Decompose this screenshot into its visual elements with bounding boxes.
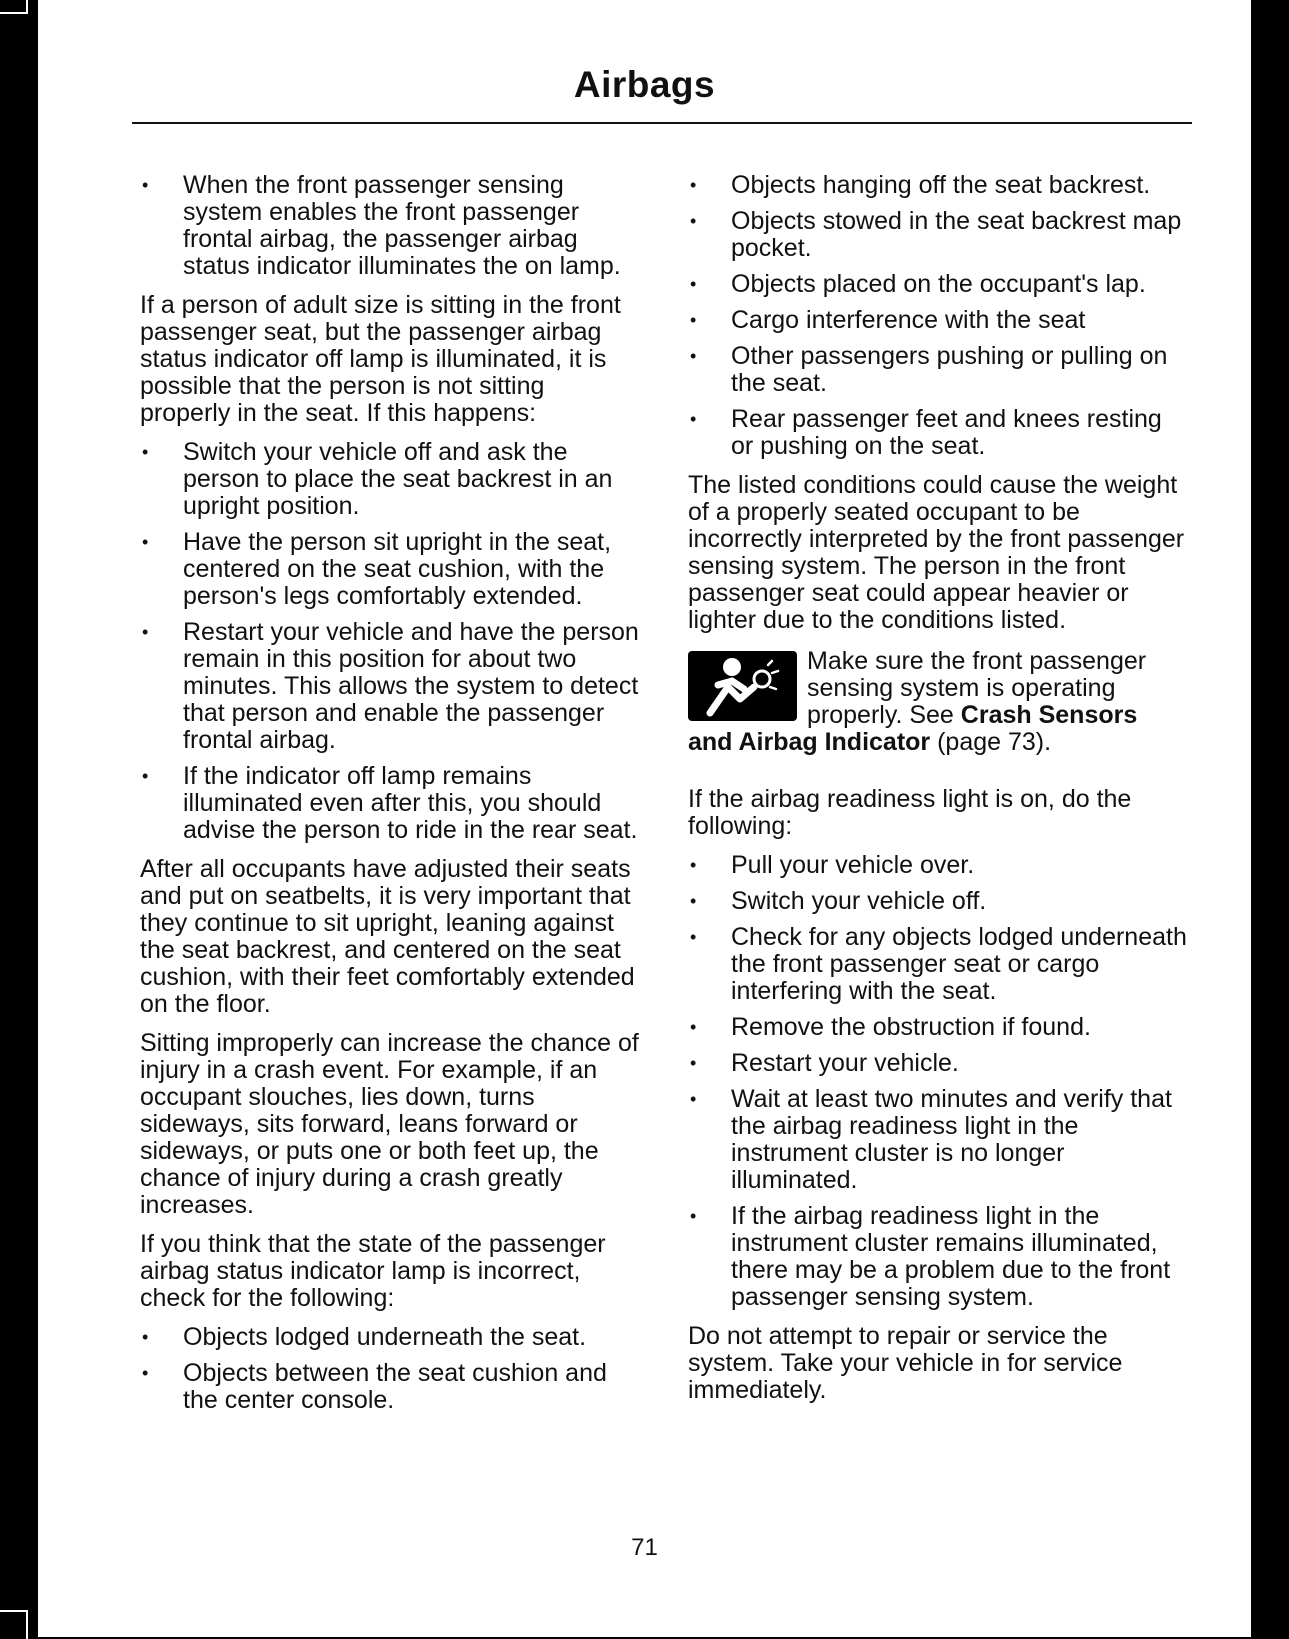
paragraph: After all occupants have adjusted their seats and put on seatbelts, it is very important that they continue to sit upright, leaning against the seat backrest, and centered on the seat cushion, with their feet comfortably extended on the floor.: [140, 855, 635, 1018]
list-item: • Wait at least two minutes and verify that the airbag readiness light in the instrument cluster is no longer illuminated.: [690, 1085, 1172, 1194]
list-item: • Other passengers pushing or pulling on the seat.: [690, 342, 1168, 397]
list-item: • If the indicator off lamp remains illuminated even after this, you should advise the person to ride in the rear seat.: [142, 762, 638, 844]
list-item: • Rear passenger feet and knees resting or pushing on the seat.: [690, 405, 1162, 460]
list-item: • Objects between the seat cushion and the center console.: [142, 1359, 607, 1414]
bullet-list: [688, 852, 1188, 1311]
list-item: • Restart your vehicle.: [690, 1049, 959, 1077]
list-item: • When the front passenger sensing system enables the front passenger frontal airbag, the passenger airbag status indicator illuminates the on lamp.: [142, 171, 621, 280]
bullet-list: [140, 439, 640, 844]
list-item: • Objects stowed in the seat backrest map pocket.: [690, 207, 1182, 262]
page-number: 71: [631, 1534, 658, 1561]
manual-page: [38, 0, 1251, 1637]
list-item: • Objects lodged underneath the seat.: [142, 1323, 587, 1351]
list-item: • Restart your vehicle and have the person remain in this position for about two minutes. This allows the system to detect that person and enable the passenger frontal airbag.: [142, 618, 639, 754]
list-item: • Pull your vehicle over.: [690, 851, 975, 879]
list-item: • Objects placed on the occupant's lap.: [690, 270, 1146, 298]
list-item: • If the airbag readiness light in the instrument cluster remains illuminated, there may be a problem due to the front passenger sensing system.: [690, 1202, 1171, 1311]
list-item: • Cargo interference with the seat: [690, 306, 1086, 334]
list-item: • Switch your vehicle off and ask the person to place the seat backrest in an upright position.: [142, 438, 613, 520]
paragraph: If a person of adult size is sitting in the front passenger seat, but the passenger airbag status indicator off lamp is illuminated, it is possible that the person is not sitting properly in the seat. If this happens:: [140, 291, 621, 427]
list-item: • Have the person sit upright in the seat, centered on the seat cushion, with the person's legs comfortably extended.: [142, 528, 612, 610]
list-item: • Remove the obstruction if found.: [690, 1013, 1091, 1041]
right-column: [688, 172, 1188, 1416]
intro-list: [140, 172, 640, 280]
crop-mark-top: [0, 0, 28, 14]
bullet-list: [688, 172, 1188, 460]
page-reference: (page 73).: [937, 728, 1052, 756]
paragraph: The listed conditions could cause the weight of a properly seated occupant to be incorrectly interpreted by the front passenger sensing system. The person in the front passenger seat could appear heavier or lighter due to the conditions listed.: [688, 471, 1185, 634]
left-column: [140, 172, 640, 1426]
crop-mark-bottom: [0, 1610, 28, 1639]
warning-text: Make sure the front passenger sensing system is operating properly. See: [807, 647, 1147, 729]
warning-note: [688, 648, 1188, 756]
paragraph: If you think that the state of the passenger airbag status indicator lamp is incorrect, check for the following:: [140, 1230, 606, 1312]
list-item: • Check for any objects lodged underneath the front passenger seat or cargo interfering with the seat.: [690, 923, 1187, 1005]
page-title: Airbags: [573, 64, 716, 105]
paragraph: If the airbag readiness light is on, do the following:: [688, 785, 1132, 840]
paragraph: Do not attempt to repair or service the system. Take your vehicle in for service immediately.: [688, 1322, 1123, 1404]
paragraph: Sitting improperly can increase the chance of injury in a crash event. For example, if an occupant slouches, lies down, turns sideways, sits forward, leans forward or sideways, or puts one or both feet up, the chance of injury during a crash greatly increases.: [140, 1029, 639, 1219]
airbag-warning-icon: [688, 651, 797, 721]
bullet-list: [140, 1324, 640, 1414]
header-divider: [132, 122, 1192, 124]
list-item: • Switch your vehicle off.: [690, 887, 987, 915]
cross-reference-link[interactable]: Crash Sensors and Airbag Indicator: [688, 701, 1138, 756]
list-item: • Objects hanging off the seat backrest.: [690, 171, 1151, 199]
